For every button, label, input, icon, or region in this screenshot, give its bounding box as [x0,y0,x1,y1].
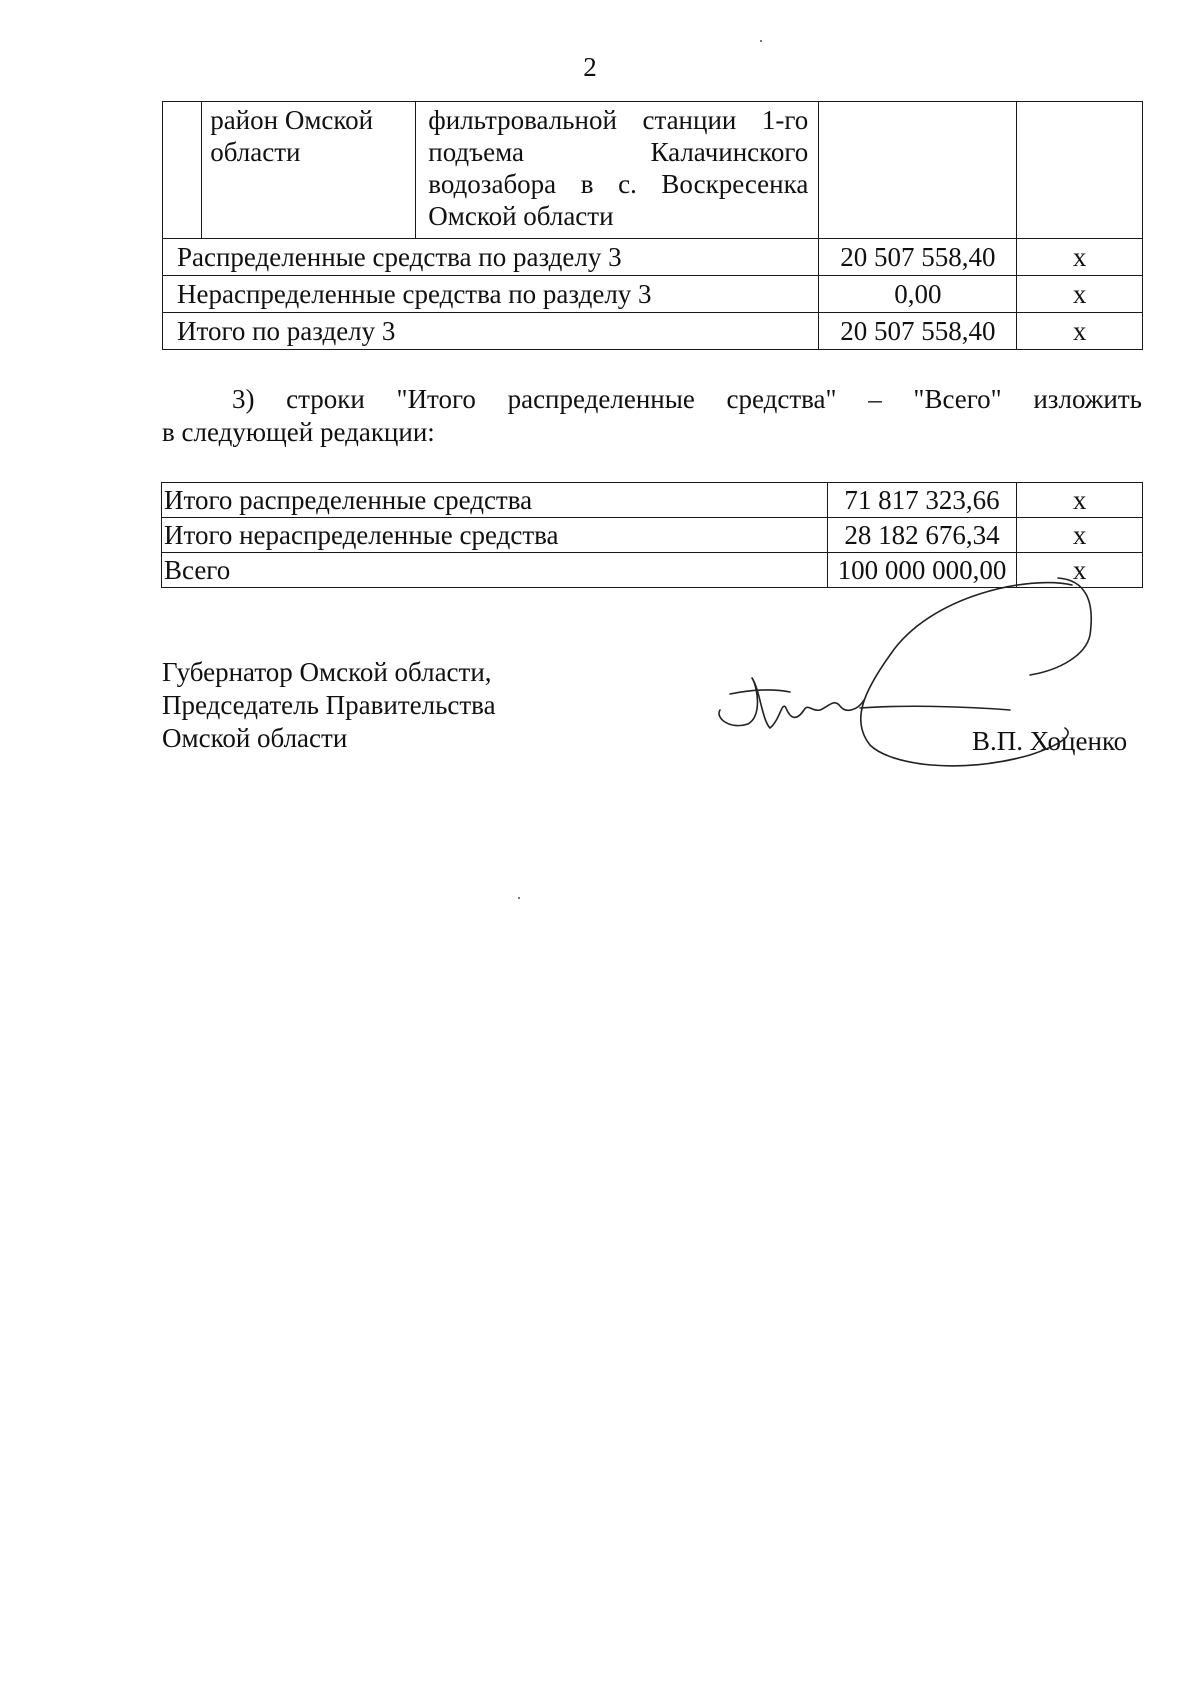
table-cell-amount [819,102,1017,239]
row-x: x [1017,239,1143,276]
table-cell-object [416,102,819,239]
row-label: Итого по разделу 3 [163,313,819,350]
signer-title-line: Губернатор Омской области, [162,657,492,687]
row-amount: 20 507 558,40 [819,313,1017,350]
row-x: x [1017,276,1143,313]
row-label: Всего [162,553,828,588]
district-line: район Омской [210,105,374,135]
row-amount: 71 817 323,66 [827,483,1017,518]
signer-title [162,656,496,755]
table-cell-number [163,102,202,239]
row-x: x [1017,553,1143,588]
row-x: x [1017,313,1143,350]
signer-title-line: Омской области [162,723,348,753]
page-number: 2 [583,52,597,82]
object-line: водозабора в с. Воскресенка [428,169,809,199]
table-row-total [163,313,1143,350]
section3-table [162,101,1143,350]
row-label: Распределенные средства по разделу 3 [163,239,819,276]
table-cell-x [1017,102,1143,239]
paragraph-line: в следующей редакции: [162,417,435,447]
object-line: Омской области [428,201,614,231]
table-row-total-distributed [162,483,1143,518]
object-line: фильтровальной станции 1-го [428,105,809,135]
row-amount: 100 000 000,00 [827,553,1017,588]
object-line: подъема Калачинского [428,137,809,167]
paragraph-line: 3) строки "Итого распределенные средства" – "Всего" изложить [232,384,1142,414]
amendment-paragraph [162,383,1142,449]
table-cell-district [202,102,416,239]
handwritten-signature [700,560,1160,810]
row-amount: 28 182 676,34 [827,518,1017,553]
row-label: Итого нераспределенные средства [162,518,828,553]
row-x: x [1017,518,1143,553]
table-row-undistributed [163,276,1143,313]
row-amount: 20 507 558,40 [819,239,1017,276]
row-amount: 0,00 [819,276,1017,313]
row-label: Нераспределенные средства по разделу 3 [163,276,819,313]
row-x: x [1017,483,1143,518]
district-line: области [210,137,301,167]
table-row-total-undistributed [162,518,1143,553]
table-row-continuation [163,102,1143,239]
signer-title-line: Председатель Правительства [162,690,496,720]
row-label: Итого распределенные средства [162,483,828,518]
signer-name: В.П. Хоценко [972,726,1128,756]
table-row-distributed [163,239,1143,276]
